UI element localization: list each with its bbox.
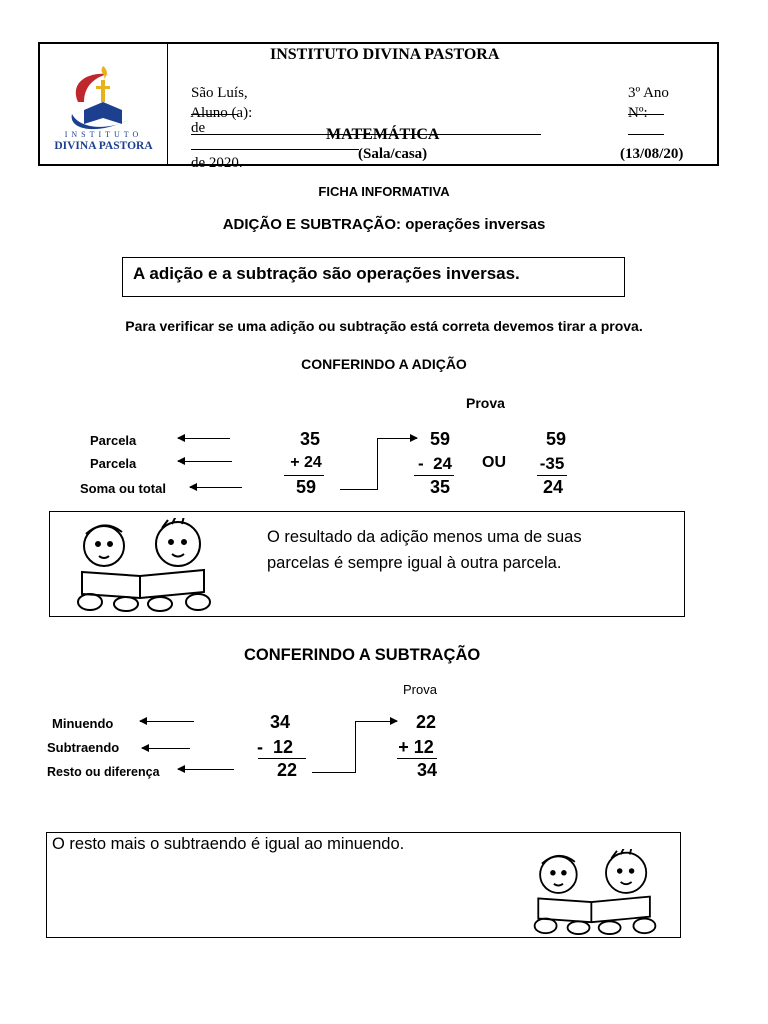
proof-connector xyxy=(355,721,356,773)
subtraction-original-2: - 12 xyxy=(256,737,294,757)
kids-reading-icon xyxy=(64,518,224,612)
rule-text: A adição e a subtração são operações inversas. xyxy=(133,264,520,283)
difference-line xyxy=(258,758,306,759)
addition-proof1-1: 59 xyxy=(429,429,451,449)
arrow-left-icon xyxy=(190,487,242,488)
addition-note-box xyxy=(49,511,685,617)
addition-label-3: Soma ou total xyxy=(80,481,166,496)
proof-connector xyxy=(377,438,378,490)
subtraction-label-2: Subtraendo xyxy=(47,740,120,755)
arrow-left-icon xyxy=(178,769,234,770)
arrow-left-icon xyxy=(140,721,194,722)
number-blank[interactable] xyxy=(628,122,664,135)
mode: (Sala/casa) xyxy=(358,146,428,162)
grade-line: 3º Ano xyxy=(613,68,669,137)
logo-bottom-text: DIVINA PASTORA xyxy=(54,140,153,152)
subtraction-proof-3: 34 xyxy=(416,760,438,780)
date-line: São Luís, de de 2020. xyxy=(176,68,359,189)
addition-original-1: 35 xyxy=(299,429,321,449)
arrow-left-icon xyxy=(178,438,230,439)
addition-proof2-1: 59 xyxy=(545,429,567,449)
institution-name: INSTITUTO DIVINA PASTORA xyxy=(270,46,500,63)
subject: MATEMÁTICA xyxy=(326,126,440,143)
or-label: OU xyxy=(482,454,506,471)
sum-line xyxy=(397,758,437,759)
proof-connector xyxy=(312,772,356,773)
rule-box xyxy=(122,257,625,297)
subtraction-proof-2: + 12 xyxy=(398,737,434,757)
date: (13/08/20) xyxy=(620,146,684,162)
addition-original-3: 59 xyxy=(295,477,317,497)
addition-proof1-3: 35 xyxy=(429,477,451,497)
addition-note: O resultado da adição menos uma de suas parcelas é sempre igual à outra parcela. xyxy=(267,528,582,572)
addition-proof1-2: - 24 xyxy=(417,454,453,473)
subtraction-original-1: 34 xyxy=(269,712,291,732)
addition-label-1: Parcela xyxy=(90,433,137,448)
addition-proof2-2: -35 xyxy=(539,454,565,473)
arrow-left-icon xyxy=(142,748,190,749)
subtraction-title: CONFERINDO A SUBTRAÇÃO xyxy=(244,646,481,664)
difference-line xyxy=(414,475,454,476)
instruction: Para verificar se uma adição ou subtração está correta devemos tirar a prova. xyxy=(125,318,643,334)
sum-line xyxy=(284,475,324,476)
sheet-type: FICHA INFORMATIVA xyxy=(318,184,450,199)
header-box xyxy=(38,42,719,171)
addition-proof2-3: 24 xyxy=(542,477,564,497)
subtraction-note: O resto mais o subtraendo é igual ao minuendo. xyxy=(52,835,405,853)
difference-line xyxy=(537,475,567,476)
addition-label-2: Parcela xyxy=(90,456,137,471)
kids-reading-icon xyxy=(517,849,673,935)
subtraction-prova-label: Prova xyxy=(403,682,437,697)
number-line: Nº: xyxy=(613,88,664,157)
subtraction-original-3: 22 xyxy=(276,760,298,780)
subtraction-proof-1: 22 xyxy=(415,712,437,732)
arrow-left-icon xyxy=(178,461,232,462)
topic-title: ADIÇÃO E SUBTRAÇÃO: operações inversas xyxy=(222,216,546,233)
addition-title: CONFERINDO A ADIÇÃO xyxy=(301,356,467,372)
subtraction-label-3: Resto ou diferença xyxy=(47,765,160,779)
logo xyxy=(40,44,168,164)
student-line: Aluno (a): xyxy=(176,88,541,157)
subtraction-note-box xyxy=(46,832,681,938)
proof-connector xyxy=(340,489,378,490)
addition-original-2: + 24 xyxy=(290,454,322,471)
logo-top-text: INSTITUTO xyxy=(64,130,143,139)
arrow-right-icon xyxy=(355,721,397,722)
subtraction-label-1: Minuendo xyxy=(52,716,114,731)
addition-prova-label: Prova xyxy=(466,395,505,411)
